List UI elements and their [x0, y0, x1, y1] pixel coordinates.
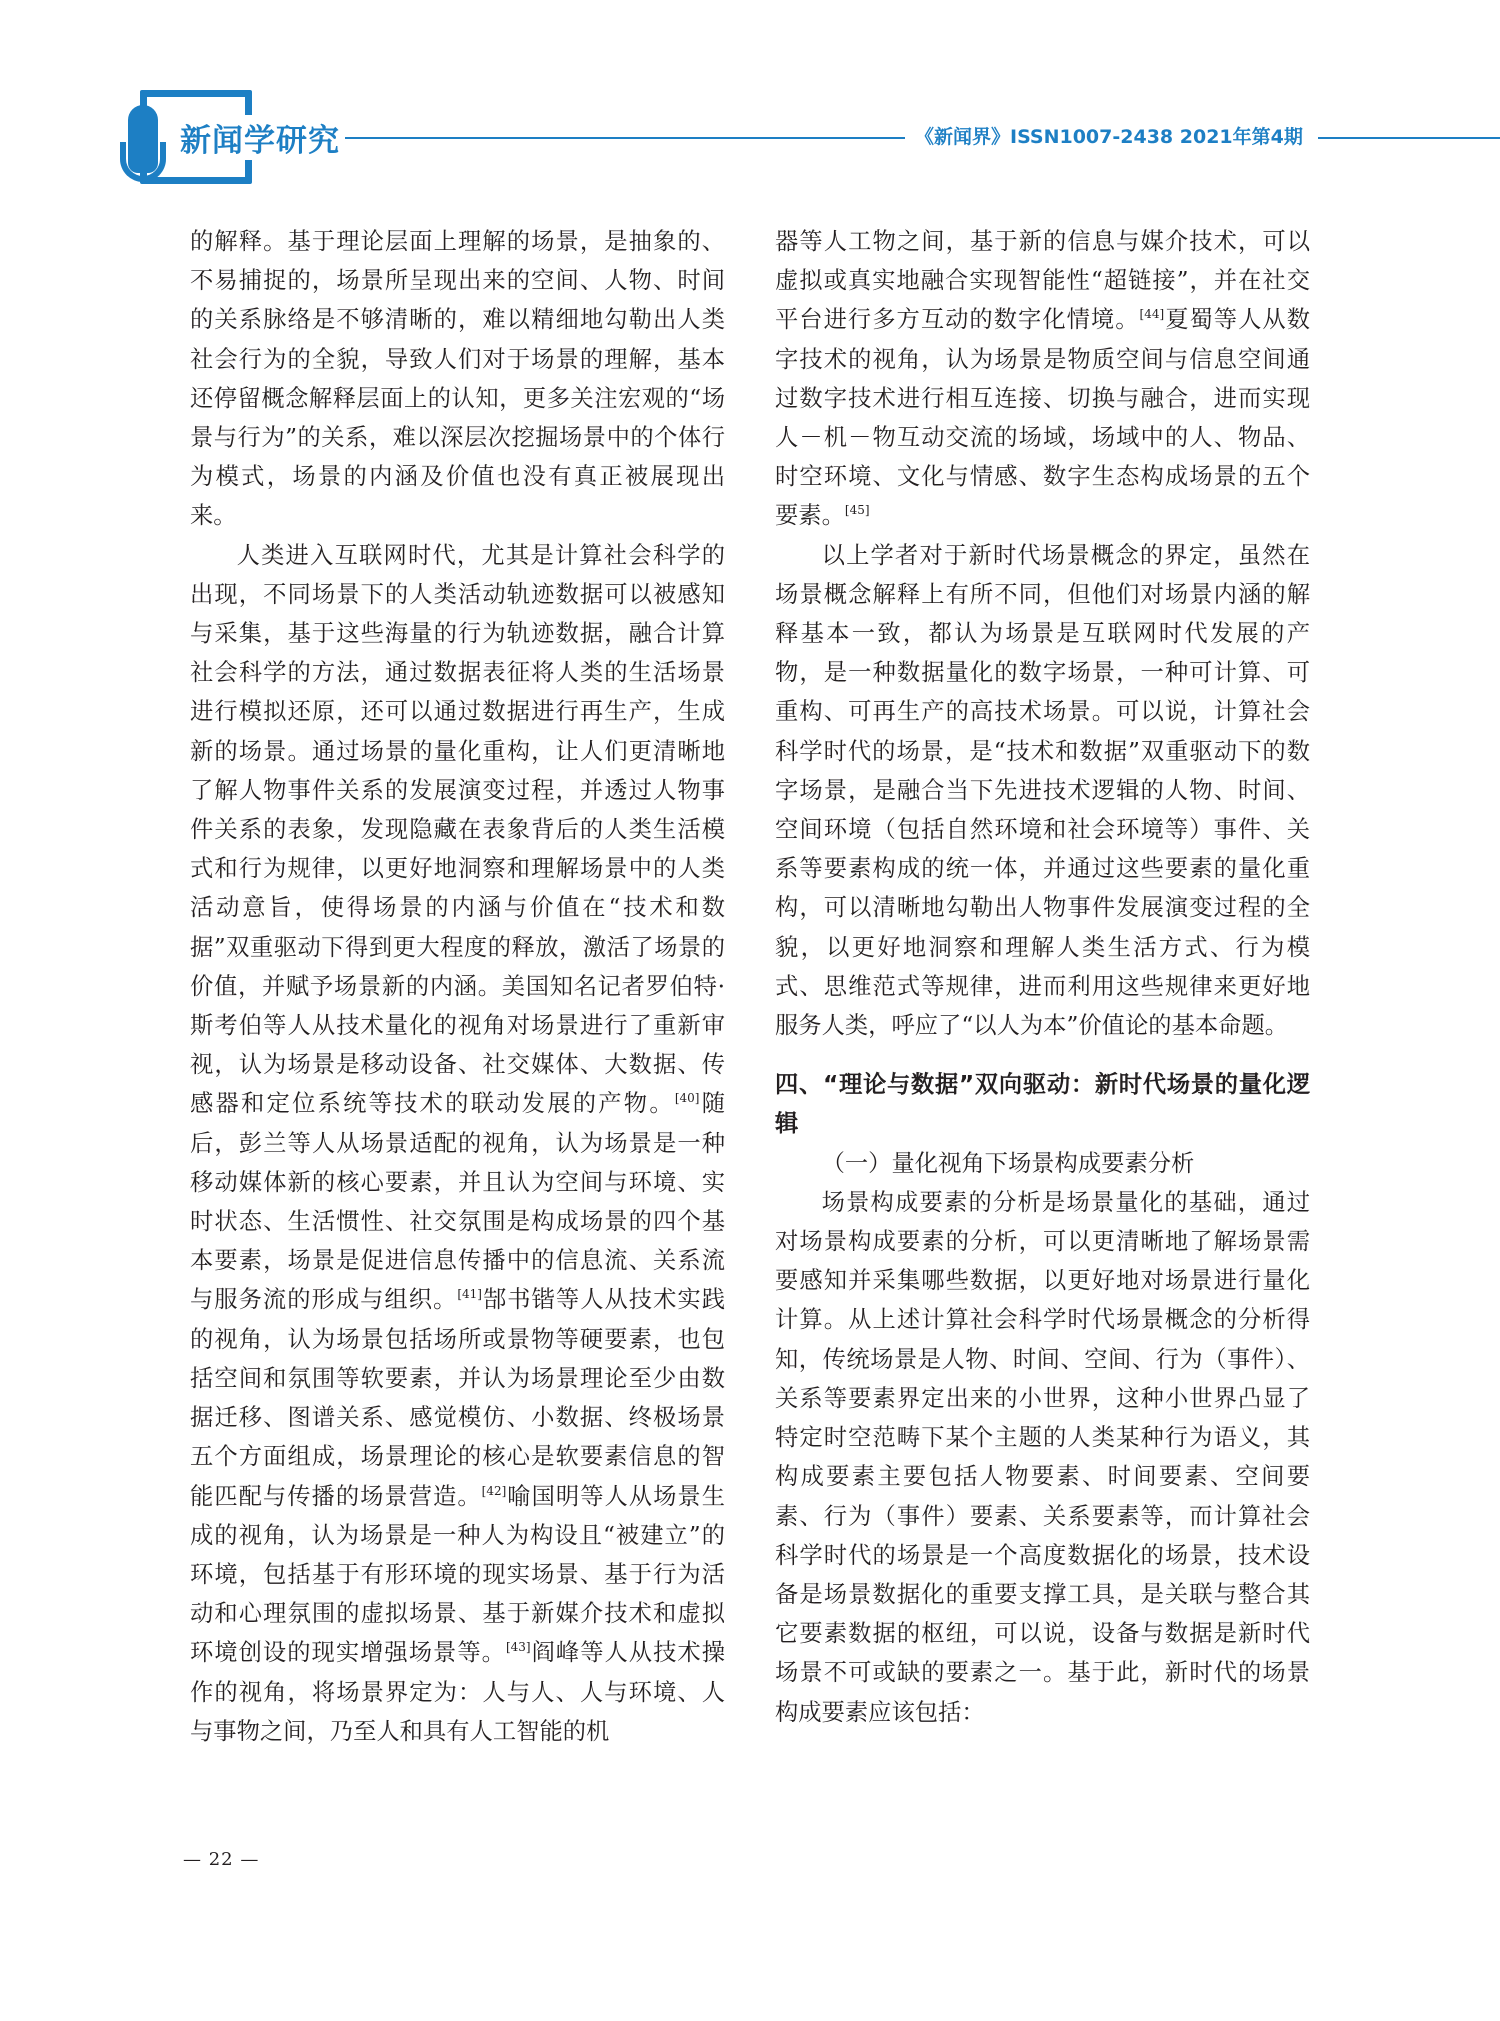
page-number: — 22 — [183, 1849, 260, 1870]
citation: [40] [674, 1091, 700, 1106]
header-rule-right [1318, 137, 1500, 139]
citation: [41] [457, 1287, 482, 1302]
subsection-heading: （一）量化视角下场景构成要素分析 [821, 1149, 1195, 1177]
paragraph: 人类进入互联网时代，尤其是计算社会科学的出现，不同场景下的人类活动轨迹数据可以被感知与采集，基于这些海量的行为轨迹数据，融合计算社会科学的方法，通过数据表征将人类的生活场景进行模拟还原，还可以通过数据进行再生产，生成新的场景。通过场景的量化重构，让人们更清晰地了解人物事件关系的发展演变过程，并透过人物事件关系的表象，发现隐藏在表象背后的人类生活模式和行为规律，以更好地洞察和理解场景中的人类活动意旨，使得场景的内涵与价值在“技术和数据”双重驱动下得到更大程度的释放，激活了场景的价值，并赋予场景新的内涵。美国知名记者罗伯特·斯考伯等人从技术量化的视角对场景进行了重新审视，认为场景是移动设备、社交媒体、大数据、传感器和定位系统等技术的联动发展的产物。[40]随后，彭兰等人从场景适配的视角，认为场景是一种移动媒体新的核心要素，并且认为空间与环境、实时状态、生活惯性、社交氛围是构成场景的四个基本要素，场景是促进信息传播中的信息流、关系流与服务流的形成与组织。[41]郜书锴等人从技术实践的视角，认为场景包括场所或景物等硬要素，也包括空间和氛围等软要素，并认为场景理论至少由数据迁移、图谱关系、感觉模仿、小数据、终极场景五个方面组成，场景理论的核心是软要素信息的智能匹配与传播的场景营造。[42]喻国明等人从场景生成的视角，认为场景是一种人为构设且“被建立”的环境，包括基于有形环境的现实场景、基于行为活动和心理氛围的虚拟场景、基于新媒介技术和虚拟环境创设的现实增强场景等。[43]阎峰等人从技术操作的视角，将场景界定为：人与人、人与环境、人与事物之间，乃至人和具有人工智能的机 [190, 541, 726, 1745]
section-logo-text: 新闻学研究 [176, 115, 344, 160]
section-heading: 四、“理论与数据”双向驱动：新时代场景的量化逻辑 [775, 1071, 1310, 1138]
right-column [775, 222, 1310, 1732]
microphone-icon [128, 105, 158, 173]
paragraph: 以上学者对于新时代场景概念的界定，虽然在场景概念解释上有所不同，但他们对场景内涵的解释基本一致，都认为场景是互联网时代发展的产物，是一种数据量化的数字场景，一种可计算、可重构、可再生产的高技术场景。可以说，计算社会科学时代的场景，是“技术和数据”双重驱动下的数字场景，是融合当下先进技术逻辑的人物、时间、空间环境（包括自然环境和社会环境等）事件、关系等要素构成的统一体，并通过这些要素的量化重构，可以清晰地勾勒出人物事件发展演变过程的全貌，以更好地洞察和理解人类生活方式、行为模式、思维范式等规律，进而利用这些规律来更好地服务人类，呼应了“以人为本”价值论的基本命题。 [775, 541, 1310, 1040]
page-header [0, 0, 1500, 200]
paragraph: 场景构成要素的分析是场景量化的基础，通过对场景构成要素的分析，可以更清晰地了解场景需要感知并采集哪些数据，以更好地对场景进行量化计算。从上述计算社会科学时代场景概念的分析得知，传统场景是人物、时间、空间、行为（事件）、关系等要素界定出来的小世界，这种小世界凸显了特定时空范畴下某个主题的人类某种行为语义，其构成要素主要包括人物要素、时间要素、空间要素、行为（事件）要素、关系要素等，而计算社会科学时代的场景是一个高度数据化的场景，技术设备是场景数据化的重要支撑工具，是关联与整合其它要素数据的枢纽，可以说，设备与数据是新时代场景不可或缺的要素之一。基于此，新时代的场景构成要素应该包括： [775, 1188, 1310, 1726]
paragraph: 器等人工物之间，基于新的信息与媒介技术，可以虚拟或真实地融合实现智能性“超链接”，并在社交平台进行多方互动的数字化情境。[44]夏蜀等人从数字技术的视角，认为场景是物质空间与信息空间通过数字技术进行相互连接、切换与融合，进而实现人－机－物互动交流的场域，场域中的人、物品、时空环境、文化与情感、数字生态构成场景的五个要素。[45] [775, 228, 1311, 530]
citation: [43] [505, 1640, 531, 1655]
paragraph: 的解释。基于理论层面上理解的场景，是抽象的、不易捕捉的，场景所呈现出来的空间、人物、时间的关系脉络是不够清晰的，难以精细地勾勒出人类社会行为的全貌，导致人们对于场景的理解，基本还停留概念解释层面上的认知，更多关注宏观的“场景与行为”的关系，难以深层次挖掘场景中的个体行为模式，场景的内涵及价值也没有真正被展现出来。 [190, 228, 725, 530]
header-rule-left [345, 137, 905, 139]
citation: [42] [481, 1483, 507, 1498]
citation: [44] [1139, 307, 1165, 322]
citation: [45] [844, 503, 870, 518]
journal-issue-info: 《新闻界》ISSN1007-2438 2021年第4期 [915, 126, 1303, 148]
left-column [190, 222, 725, 1751]
